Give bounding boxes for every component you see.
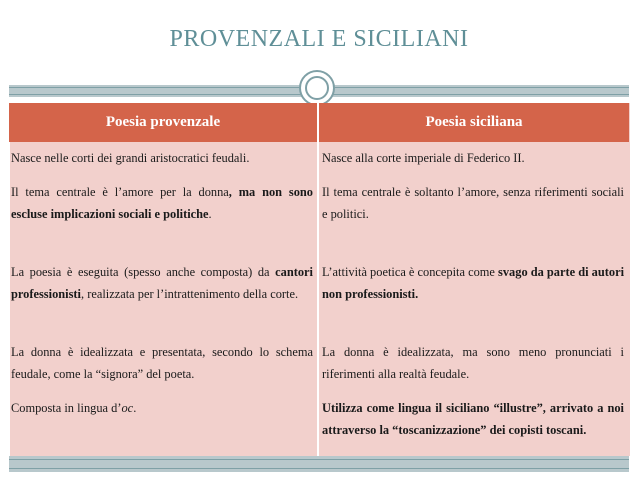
slide-title: PROVENZALI E SICILIANI	[169, 26, 469, 52]
cell-text: Il tema centrale è soltanto l’amore, senza riferimenti sociali e politici.	[322, 185, 624, 221]
cell-provenzale-performers	[11, 261, 313, 305]
cell-text: .	[208, 207, 212, 221]
cell-text: La donna è idealizzata e presentata, secondo lo schema feudale, come la “signora” del poeta.	[11, 345, 313, 381]
cell-text: La poesia è eseguita (spesso anche composta) da	[11, 265, 276, 279]
cell-text: .	[133, 401, 137, 415]
header-divider	[317, 103, 319, 142]
cell-text-bold: cantori professionisti	[11, 265, 313, 301]
cell-text-bold: , ma non sono escluse implicazioni sociali e politiche	[11, 185, 313, 221]
decorative-line	[9, 468, 629, 469]
cell-text: La donna è idealizzata, ma sono meno pronunciati i riferimenti alla realtà feudale.	[322, 345, 624, 381]
cell-siciliana-theme	[322, 181, 624, 225]
cell-provenzale-origin	[11, 147, 313, 169]
cell-siciliana-origin	[322, 147, 624, 169]
cell-text: Composta in lingua d’	[11, 401, 122, 415]
cell-provenzale-theme	[11, 181, 313, 225]
cell-siciliana-woman	[322, 341, 624, 385]
cell-siciliana-language	[322, 397, 624, 441]
cell-text: L’attività poetica è concepita come	[322, 265, 499, 279]
cell-text: , realizzata per l’intrattenimento della corte.	[81, 287, 299, 301]
cell-text: Nasce alla corte imperiale di Federico II.	[322, 151, 525, 165]
cell-text-bold: svago da parte di autori non professionisti.	[322, 265, 625, 301]
cell-text: Nasce nelle corti dei grandi aristocratici feudali.	[11, 151, 250, 165]
decorative-line	[9, 459, 629, 460]
cell-text: Il tema centrale è l’amore per la donna	[11, 185, 229, 199]
circle-ornament-icon	[299, 70, 335, 106]
column-divider	[317, 142, 319, 456]
table-header	[9, 103, 629, 142]
cell-siciliana-performers	[322, 261, 624, 305]
cell-text: Utilizza come lingua il siciliano “illustre”, arrivato a noi attraverso la “toscanizzazione” dei copisti toscani.	[322, 401, 624, 437]
header-provenzale: Poesia provenzale	[105, 114, 221, 130]
cell-provenzale-woman	[11, 341, 313, 385]
header-siciliana: Poesia siciliana	[425, 114, 523, 130]
cell-text-italic: oc	[121, 401, 134, 415]
cell-provenzale-language	[11, 397, 313, 419]
